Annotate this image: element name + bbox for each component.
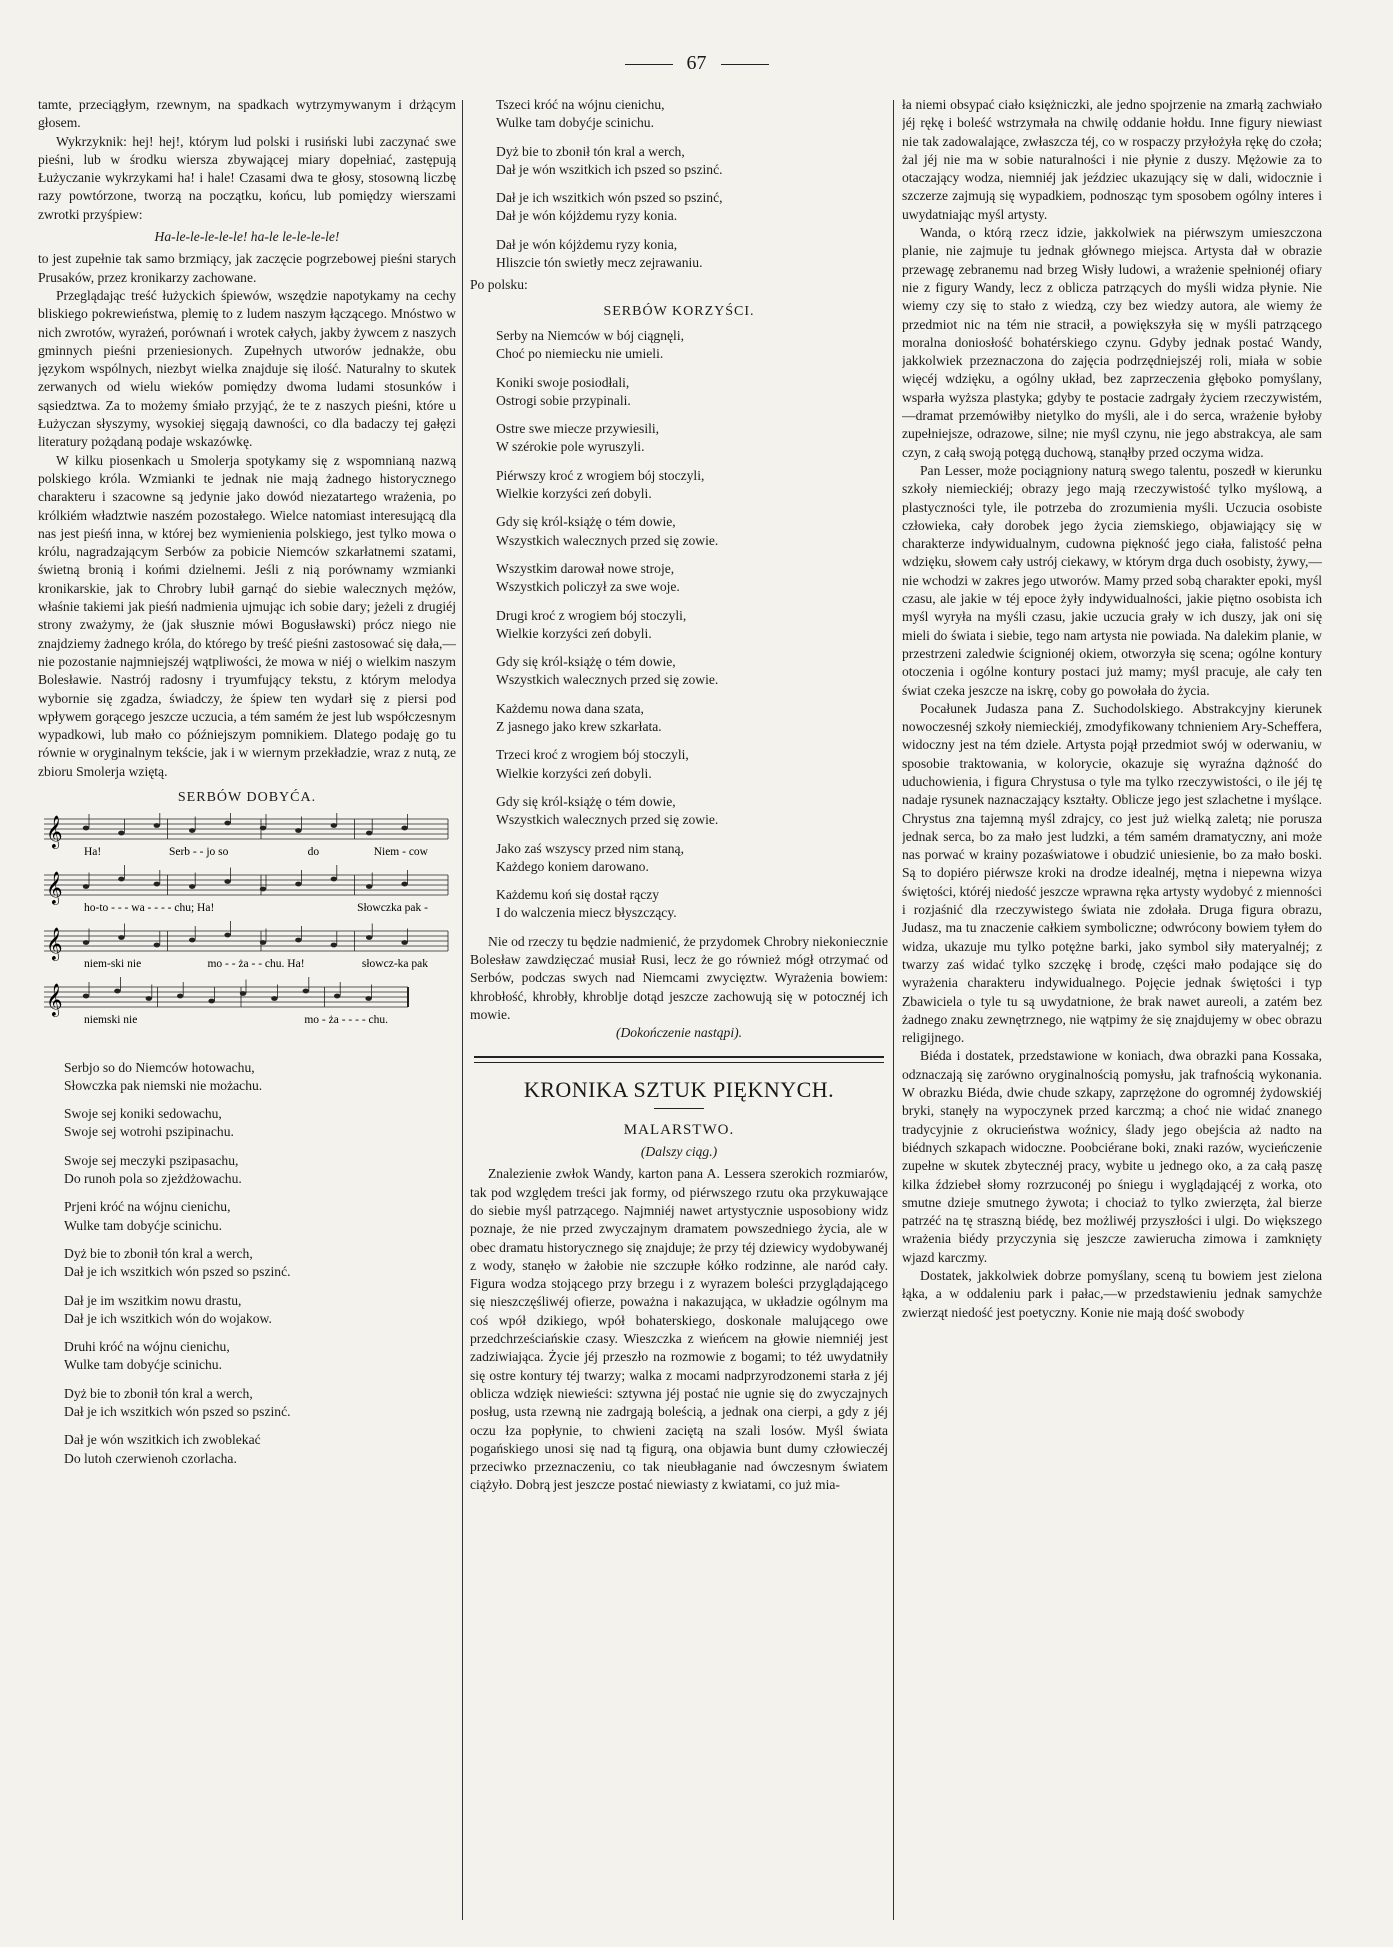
note-head: [331, 823, 337, 828]
verse-line: Prjeni króć na wójnu cienichu,: [64, 1199, 231, 1215]
verse-line: Gdy się król-książę o tém dowie,: [496, 514, 676, 530]
stanza: [64, 1152, 456, 1189]
treble-clef-icon: 𝄞: [46, 983, 63, 1017]
verse-line: Do runoh pola so zjeżdżowachu.: [64, 1171, 242, 1187]
note-head: [154, 943, 160, 948]
verse-line: Piérwszy kroć z wrogiem bój stoczyli,: [496, 467, 705, 483]
paragraph: to jest zupełnie tak samo brzmiący, jak zaczęcie pogrzebowej pieśni starych Prusaków, przez kronikarzy zachowane.: [38, 251, 456, 285]
po-polsku-label: Po polsku:: [470, 277, 528, 293]
verse-line: Wszystkich walecznych przed się zowie.: [496, 672, 719, 688]
note-head: [154, 882, 160, 887]
verse-line: Dał je ich wszitkich wón pszed so pszinć,: [496, 190, 723, 206]
verse-line: Wielkie korzyści zeń dobyli.: [496, 765, 652, 781]
verse-line: Dał je ich wszitkich wón do wojakow.: [64, 1310, 272, 1326]
note-head: [224, 933, 230, 938]
stanza: [496, 236, 888, 273]
verse-line: Z jasnego jako krew szkarłata.: [496, 719, 662, 735]
music-lyric: słowcz-ka pak: [361, 958, 428, 971]
note-head: [331, 877, 337, 882]
column-rule-2: [893, 100, 894, 1920]
sorbian-stanzas: [38, 1059, 456, 1468]
verse-line: Dyż bie to zbonił tón kral a werch,: [64, 1385, 253, 1401]
verse-line: Gdy się król-książę o tém dowie,: [496, 654, 676, 670]
paragraph: Znalezienie zwłok Wandy, karton pana A. Lessera szerokich rozmiarów, tak pod względem treści jak formy, od piérwszego rzutu oka przykuwające do siebie myśl patrzącego. Najmniéj nawet artystycznie usposobiony widz poznaje, że nie przed zwyczajnym dramatem powszedniego życia, ale w obec dramatu historycznego się znajduje; że przy téj dziewicy wydobywanéj z wody, stanęło w żałobie nie szczupłe kółko rodzinne, ale naród cały. Figura wodza stojącego przy brzegu i z wyrazem boleści przyglądającego się nieszczęśliwéj ofierze, poważna i nakazująca, w układzie ogólnym ma coś wpół dzikiego, wpół bohaterskiego, doskonale malującego owe przedchrześciańskie czasy. Wieszczka z wieńcem na głowie niemniéj jest zadziwiająca. Życie jéj przeszło na rozmowie z bogami; to téż uwydatniły się ostre kontury téj twarzy; walka z mocami nadprzyrodzonemi starła z jéj oblicza wdzięk niewieści: sztywna jéj postać nie ugnie się do zwyczajnych posług, usta rzewną nie zadrgają boleścią, a jednak ona cierpi, a gdy z jéj oczu łza popłynie, to chwieni zaciętą na szali losów. Myśl świata pogańskiego unosi się nad tą figurą, ona objawia bunt dumy człowieczéj przeciwko przeznaczeniu, co tak nieubłaganie nad ówczesnym światem ciążyło. Dobrą jest jeszcze postać niewiasty z kwiatami, co już mia-: [470, 1166, 888, 1493]
polish-song-title: SERBÓW KORZYŚCI.: [603, 303, 755, 319]
polish-stanzas: [470, 327, 888, 923]
verse-line: Dyż bie to zbonił tón kral a werch,: [64, 1245, 253, 1261]
paragraph: tamte, przeciągłym, rzewnym, na spadkach wytrzymywanym i drżącym głosem.: [38, 97, 456, 131]
paragraph: Przeglądając treść łużyckich śpiewów, wszędzie napotykamy na cechy bliskiego pokrewieństwa, plemię to z ludem naszym łączącego. Mnóstwo w nich zwrotów, wyrażeń, porównań i wrotek całych, jakby żywcem z naszych gminnych pieśni przeniesionych. Zupełnych utworów jednakże, obu językom wspólnych, niezbyt wielka znajduje się ilość. Naturalny to skutek zerwanych od wielu wieków pomiędzy dwoma ludami stosunków i sąsiedztwa. Za to możemy śmiało przyjąć, że te z naszych pieśni, które u Łużyczan słyszymy, wysokiej sięgają dawności, co dla badaczy tej gałęzi literatury pożądaną podaje wskazówkę.: [38, 287, 456, 450]
stanza: [64, 1385, 456, 1422]
verse-line: Do lutoh czerwienoh czorlacha.: [64, 1450, 237, 1466]
note-head: [208, 999, 214, 1004]
paragraph: W kilku piosenkach u Smolerja spotykamy się z wspomnianą nazwą polskiego króla. Wzmianki te jednak nie mają żadnego historycznego charakteru i szacowne są jedynie jako dowód niezatartego wrażenia, po królkiém władztwie naszém pozostałego. Wielce natomiast interesującą dla nas jest pieśń inna, w której bez wymienienia polskiego, jest tylko mowa o królu, nagradzającym Serbów za pobicie Niemców szkarłatnemi szatami, świetną bronią i końmi dzielnemi. Jeśli z nią porównamy wzmianki kronikarskie, jak to Chrobry lubił garnąć do siebie walecznych mężów, właśnie takiemi jak pieśń nadmienia ujmując ich sobie dary; jeżeli z drugiéj strony zważymy, że (jak słusznie mówi Bogusławski) prócz niego nie znajdziemy żadnego króla, do którego by treść pieśni zastosować się dała,—nie pozostanie najmniejszéj wątpliwości, że mowa w niéj o wielkim naszym Bolesławie. Nastrój radosny i tryumfujący tekstu, z którym melodya wybornie się zgadza, świadczy, że śpiew ten wydarł się z piersi pod wpływem gorącego jeszcze uczucia, a tém samém że jest lub współczesnym wypadkowi, lub mało co późniejszym pomnikiem. Dlatego podaję go tu równie w oryginalnym tekście, jak i w wiernym przekładzie, wraz z nutą, ze zbioru Smolerja wziętą.: [38, 452, 456, 779]
verse-line: Dał je wón kójżdemu ryzy konia,: [496, 236, 678, 252]
stanza: [496, 143, 888, 180]
sorbian-stanzas-cont: [470, 96, 888, 272]
staff-row: [44, 921, 448, 970]
music-lyric: Ha!: [84, 846, 102, 859]
note-head: [224, 821, 230, 826]
stanza: [496, 327, 888, 364]
music-lyric: ho-to - - - wa - - - - chu; Ha!: [84, 902, 215, 915]
treble-clef-icon: 𝄞: [46, 871, 63, 905]
verse-line: Dał je im wszitkim nowu drastu,: [64, 1292, 242, 1308]
note-head: [83, 940, 89, 945]
verse-line: Wielkie korzyści zeń dobyli.: [496, 486, 652, 502]
staff-row: [44, 813, 448, 858]
stanza: [496, 96, 888, 133]
stanza: [64, 1431, 456, 1468]
subsection-title: MALARSTWO.: [623, 1121, 735, 1138]
verse-line: Hliszcie tón swietły mecz zejrawaniu.: [496, 255, 703, 271]
music-staves: [38, 813, 456, 1043]
note-head: [224, 879, 230, 884]
refrain: Ha-le-le-le-le-le! ha-le le-le-le-le!: [154, 229, 340, 245]
verse-line: Każdego koniem darowano.: [496, 858, 649, 874]
song-title: SERBÓW DOBYĆA.: [177, 789, 317, 805]
verse-line: Dał je ich wszitkich wón pszed so pszinć.: [64, 1404, 291, 1420]
verse-line: Dał je ich wszitkich wón pszed so pszinć.: [64, 1264, 291, 1280]
note-head: [366, 884, 372, 889]
music-lyric: niem-ski nie: [84, 958, 142, 971]
paragraph: ła niemi obsypać ciało księżniczki, ale jedno spojrzenie na zmarłą zachwiało jéj rękę i boleść wstrzymała na chwilę oddanie hołdu. Inne figury niewiast nie tak zadowalające, zwłaszcza téj, co w rospaczy przyłożyła rękę do czoła; żal jéj nie ma w sobie naturalności i nie płynie z duszy. Mężowie za to otaczający wodza, niemniéj jak jeździec ukazujący się w dali, widocznie i szczerze zajmują się wypadkiem, podnosząc tym sposobem ogólny interes i uwydatniając myśl artysty.: [902, 97, 1322, 222]
note-head: [295, 828, 301, 833]
paragraph: Pan Lesser, może pociągniony naturą swego talentu, poszedł w kierunku szkoły niemieckiéj; obrazy jego mają rzeczywistość tylko myślową, a plastyczności tyle, ile potrzeba do zrozumienia myśli. Uczucia osobiste człowieka, cały dorobek jego życia ziemskiego, objawiający się w charakterze indywidualnym, cudowna piękność jego ciała, falistość pełna wdzięku, słowem cały ustrój ciekawy, w którym drga duch osobisty, żywy,—nie wchodzi w zakres jego utworów. Mamy przed sobą charakter epoki, myśl czasu, ale jakie w téj epoce żyły indywidualności, jakie piętno osobista ich myśl wyryła na myśli czasu, jakie uczucia grały w ich duszy, jak oni się mieli do świata i siebie, tego nam artysta nie powiada. Na dalekim planie, w przestrzeni zaledwie ścignionéj okiem, otworzyła się scena; ogólne kontury otoczenia i ogólne kontury postaci już mamy; myśl pracuje, ale cały ten świat czeka jeszcze na iskrę, coby go powołała do życia.: [902, 462, 1322, 698]
stanza: [496, 189, 888, 226]
note-head: [303, 989, 309, 994]
verse-line: Wszystkim darował nowe stroje,: [496, 560, 675, 576]
note-head: [177, 994, 183, 999]
verse-line: Koniki swoje posiodłali,: [496, 374, 630, 390]
staff-row: [44, 865, 448, 914]
verse-line: Trzeci kroć z wrogiem bój stoczyli,: [496, 747, 689, 763]
verse-line: Słowczka pak niemski nie możachu.: [64, 1077, 263, 1093]
stanza: [496, 560, 888, 597]
staff-row: [44, 977, 408, 1026]
note-head: [154, 823, 160, 828]
stanza: [496, 886, 888, 923]
note-head: [295, 938, 301, 943]
page-number: 67: [0, 52, 1393, 75]
verse-line: Tszeci króć na wójnu cienichu,: [496, 97, 665, 112]
stanza: [496, 700, 888, 737]
stanza: [64, 1338, 456, 1375]
note-head: [271, 996, 277, 1001]
section-separator: [474, 1056, 884, 1058]
music-lyric: Słowczka pak -: [357, 902, 428, 915]
music-lyric: Niem - cow: [373, 846, 428, 859]
music-lyric: niemski nie: [84, 1014, 138, 1027]
page-number-dash-right: [721, 64, 769, 65]
note-head: [260, 940, 266, 945]
note-head: [189, 828, 195, 833]
verse-line: Wielkie korzyści zeń dobyli.: [496, 625, 652, 641]
note-head: [83, 994, 89, 999]
paragraph: Biéda i dostatek, przedstawione w koniach, dwa obrazki pana Kossaka, odznaczają się zarówno oryginalnością pomysłu, jak trafnością wykonania. W obrazku Biéda, dwie chude szkapy, zaprzężone do ogromnéj żydowskiéj bryki, stanęły na wypoczynek przed karczmą; a choć nie widać znanego tradycyjnie z okrucieństwa woźnicy, ślady jego obejścia aż nadto na biédnych szkapach widoczne. Poobciérane boki, znaki razów, wycieńczenie zupełne w skutek zbytecznéj pracy, wybite u jednego oko, a za całą paszę kilka ździebeł słomy rozrzuconéj po śniegu i wyglądającéj z worka, oto smutne dzieje smutnego żywota; i chociaż to tylko zwierzęta, żal bierze patrzéć na tę straszną biédę, bez możliwéj przyszłości i ulgi. Do większego wrażenia biédy przyczynia się jeszcze zawierucha zimowa i zamknięty wjazd karczmy.: [902, 1048, 1322, 1265]
note-head: [334, 994, 340, 999]
note-head: [146, 996, 152, 1001]
continued-note: (Dalszy ciąg.): [640, 1144, 718, 1160]
note-head: [189, 884, 195, 889]
verse-line: Dał je wón wszitkich ich pszed so pszinć.: [496, 161, 723, 177]
paragraph: Nie od rzeczy tu będzie nadmienić, że przydomek Chrobry niekoniecznie Bolesław zawdzięczać musiał Rusi, lecz że go również mógł otrzymać od Serbów, podczas swych nad Niemcami zwycięztw. Wyrażenia bowiem: khrobłość, khrobły, khroblje dotąd jeszcze zachowują się w potocznéj ich mowie.: [470, 933, 888, 1022]
stanza: [496, 467, 888, 504]
music-lyric: mo - - ża - - chu. Ha!: [207, 958, 305, 971]
stanza: [64, 1292, 456, 1329]
verse-line: Dał je wón wszitkich ich zwoblekać: [64, 1432, 261, 1448]
verse-line: Gdy się król-książę o tém dowie,: [496, 793, 676, 809]
paragraph: Wykrzyknik: hej! hej!, którym lud polski i rusiński lubi zaczynać swe pieśni, lub w środku wiersza zbywającej miary dopełniać, zastępują Łużyczanie wykrzykami ha! i hale! Czasami dwa te głosy, stosowną liczbę razy powtórzone, tworzą na początku, końcu, lub pomiędzy wierszami zwrotki przyśpiew:: [38, 133, 456, 222]
stanza: [496, 607, 888, 644]
page-number-dash-left: [625, 64, 673, 65]
note-head: [365, 996, 371, 1001]
verse-line: Wulke tam dobyćje scinichu.: [64, 1357, 223, 1373]
verse-line: Wszystkich policzył za swe woje.: [496, 579, 680, 595]
note-head: [83, 826, 89, 831]
column-3: [902, 96, 1322, 1926]
title-rule: [654, 1108, 704, 1109]
music-lyric: Serb - - jo so: [168, 846, 229, 859]
verse-line: I do walczenia miecz błyszczący.: [496, 905, 677, 921]
treble-clef-icon: 𝄞: [46, 927, 63, 961]
paragraph: Wanda, o którą rzecz idzie, jakkolwiek na piérwszym umieszczona planie, nie zajmuje tu jednak głównego miejsca. Artysta dał w obrazie przewagę zebranemu nad brzeg Wisły ludowi, a wrażenie spełnionéj ofiary nie z figury Wandy, lecz z oblicza patrzących do myśli widza płynie. Nie wiemy czy się to stało z wiedzą, czy bez wiedzy autora, ale wiemy że przedmiot nic na tém nie stracił, a powiększyła się w myśli patrzącego moralna doniosłość bohatérskiego czynu. Gdyby jednak postać Wandy, jakkolwiek przeznaczona do zajęcia podrzędniejszéj roli, miała w sobie więcéj wdzięku, a ogólny układ, bez zaprzeczenia głęboko pomyślany, wsparła wyższa plastyka; gdyby te postacie zadrgały życiem rzeczywistém,—dramat przemówiłby nietylko do myśli, ale i do serca, wrażenie byłoby zupełniejsze, odrazowe, silne; nie myśl czynu, nie jego abstrakcya, ale sam czyn, z całą swoją potęgą duchową, stanąłby przed oczyma widza.: [902, 225, 1322, 460]
stanza: [496, 793, 888, 830]
treble-clef-icon: 𝄞: [46, 815, 63, 849]
verse-line: W szérokie pole wyruszyli.: [496, 439, 645, 455]
verse-line: Wszystkich walecznych przed się zowie.: [496, 532, 719, 548]
music-lyric: mo - ża - - - - chu.: [304, 1014, 388, 1027]
stanza: [496, 840, 888, 877]
verse-line: Choć po niemiecku nie umieli.: [496, 346, 664, 362]
verse-line: Każdemu nowa dana szata,: [496, 700, 644, 716]
verse-line: Ostre swe miecze przywiesili,: [496, 421, 660, 437]
note-head: [118, 831, 124, 836]
note-head: [240, 991, 246, 996]
column-2: [470, 96, 888, 1926]
verse-line: Serbjo so do Niemców hotowachu,: [64, 1059, 255, 1075]
verse-line: Swoje sej wotrohi pszipinachu.: [64, 1124, 234, 1140]
stanza: [496, 374, 888, 411]
stanza: [64, 1198, 456, 1235]
note-head: [83, 884, 89, 889]
verse-line: Wulke tam dobyćje scinichu.: [64, 1217, 223, 1233]
note-head: [114, 989, 120, 994]
verse-line: Jako zaś wszyscy przed nim staną,: [496, 840, 684, 856]
section-title: KRONIKA SZTUK PIĘKNYCH.: [523, 1077, 835, 1103]
music-score: [38, 813, 456, 1048]
stanza: [496, 746, 888, 783]
verse-line: Ostrogi sobie przypinali.: [496, 392, 631, 408]
note-head: [401, 826, 407, 831]
note-head: [366, 831, 372, 836]
stanza: [64, 1059, 456, 1096]
verse-line: Wszystkich walecznych przed się zowie.: [496, 812, 719, 828]
paragraph: Pocałunek Judasza pana Z. Suchodolskiego. Abstrakcyjny kierunek nowoczesnéj szkoły niemieckiéj, zmodyfikowany tchnieniem Ary-Scheffera, widoczny jest na tém dziele. Artysta pojął przedmiot swój w oderwaniu, w sposobie traktowania, w kolorycie, okazuje się wyraźna dążność do uduchowienia, i figura Chrystusa o tyle ma tylko rzeczywistości, o ile jéj tę nadaje rysunek naznaczający kształty. Oblicze jego jest szlachetne i myślące. Chrystus zna tajemną myśl zdrajcy, co jest już wielką zaletą; nie porusza jednak serca, bo za mało jest ludzki, a tém samém dramatyczny, ani może nas porwać w krainy pozaświatowe i obudzić uniesienie, bo za mało boski. Są to dopiéro piérwsze kroki na drodze idealnéj, mętna i niepewna wizya świętości, któréj niedość jeszcze wprawna ręka artysty wydobyć z mienności i rozjaśnić dla rzeczywistego świata nie zdołała. Druga figura obrazu, Judasz, ma tu znaczenie całkiem symboliczne; odwrócony bowiem tyłem do widza, ukazuje mu tylko potężne barki, jako symbol siły materyalnéj; z twarzy zaś widać tylko szczękę i brodę, części mało podające się do wyrażenia charakteru indywidualnego. Pojęcie jednak świętości i typ Zbawiciela o tyle tu są uwydatnione, że brak nawet aureoli, a zatém bez żadnego znaku zewnętrznego, nie wątpimy że się znajdujemy w obec obrazu religijnego.: [902, 700, 1322, 1046]
verse-line: Druhi króć na wójnu cienichu,: [64, 1339, 230, 1355]
stanza: [64, 1105, 456, 1142]
column-1: [38, 96, 456, 1926]
note-head: [118, 935, 124, 940]
verse-line: Drugi kroć z wrogiem bój stoczyli,: [496, 607, 687, 623]
verse-line: Wulke tam dobyćje scinichu.: [496, 115, 655, 131]
verse-line: Każdemu koń się dostał rączy: [496, 887, 660, 903]
stanza: [64, 1245, 456, 1282]
verse-line: Dał je wón kójżdemu ryzy konia.: [496, 208, 678, 224]
continuation-note: (Dokończenie nastąpi).: [615, 1025, 743, 1041]
note-head: [260, 887, 266, 892]
paragraph: Dostatek, jakkolwiek dobrze pomyślany, sceną tu bowiem jest zielona łąka, a w oddaleniu park i pałac,—w przedstawieniu jednak samychże zwierząt niedość jest poetyczny. Konie nie mają dość swobody: [902, 1268, 1322, 1320]
stanza: [496, 653, 888, 690]
note-head: [366, 935, 372, 940]
note-head: [189, 938, 195, 943]
verse-line: Swoje sej meczyki pszipasachu,: [64, 1152, 239, 1168]
verse-line: Swoje sej koniki sedowachu,: [64, 1106, 222, 1122]
note-head: [401, 940, 407, 945]
note-head: [260, 826, 266, 831]
column-rule-1: [462, 100, 463, 1920]
note-head: [331, 943, 337, 948]
note-head: [295, 882, 301, 887]
section-separator-thin: [474, 1062, 884, 1063]
note-head: [401, 882, 407, 887]
verse-line: Serby na Niemców w bój ciągnęli,: [496, 327, 684, 343]
note-head: [118, 877, 124, 882]
stanza: [496, 420, 888, 457]
music-lyric: do: [307, 846, 320, 859]
stanza: [496, 513, 888, 550]
verse-line: Dyż bie to zbonił tón kral a werch,: [496, 143, 685, 159]
